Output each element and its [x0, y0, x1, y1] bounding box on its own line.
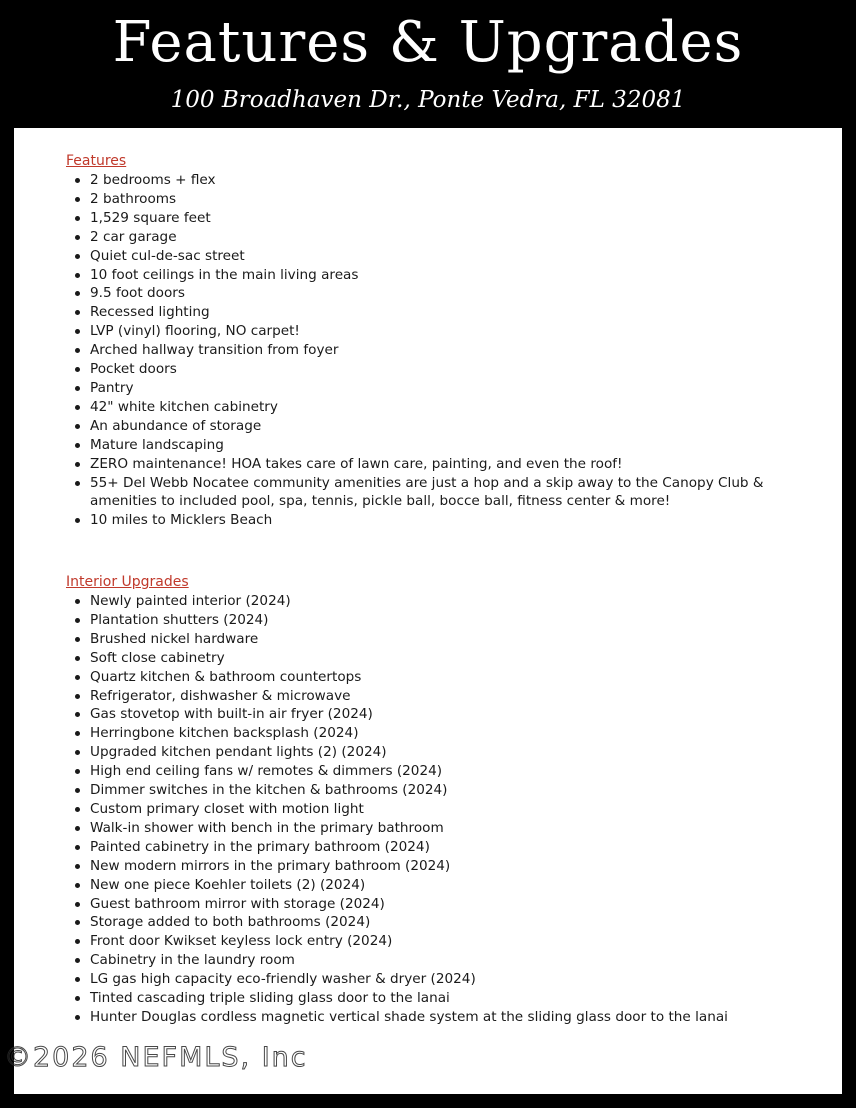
list-item: LVP (vinyl) flooring, NO carpet! [66, 322, 806, 341]
list-item: High end ceiling fans w/ remotes & dimmers (2024) [66, 762, 806, 781]
interior-upgrades-section [66, 573, 806, 1027]
list-item: Gas stovetop with built-in air fryer (2024) [66, 705, 806, 724]
list-item: New modern mirrors in the primary bathroom (2024) [66, 857, 806, 876]
list-item: 42" white kitchen cabinetry [66, 398, 806, 417]
features-list [66, 171, 806, 530]
list-item: Dimmer switches in the kitchen & bathrooms (2024) [66, 781, 806, 800]
list-item: 2 car garage [66, 228, 806, 247]
list-item: Front door Kwikset keyless lock entry (2024) [66, 932, 806, 951]
list-item: Quiet cul-de-sac street [66, 247, 806, 266]
list-item: Quartz kitchen & bathroom countertops [66, 668, 806, 687]
list-item: Walk-in shower with bench in the primary bathroom [66, 819, 806, 838]
list-item: Storage added to both bathrooms (2024) [66, 913, 806, 932]
page-title: Features & Upgrades [112, 10, 744, 75]
list-item: Mature landscaping [66, 436, 806, 455]
features-heading: Features [66, 153, 127, 169]
list-item: Newly painted interior (2024) [66, 592, 806, 611]
list-item: Guest bathroom mirror with storage (2024) [66, 895, 806, 914]
list-item: Arched hallway transition from foyer [66, 341, 806, 360]
list-item: 9.5 foot doors [66, 284, 806, 303]
list-item: Refrigerator, dishwasher & microwave [66, 687, 806, 706]
list-item: 2 bathrooms [66, 190, 806, 209]
interior-upgrades-heading: Interior Upgrades [66, 574, 189, 590]
list-item: Hunter Douglas cordless magnetic vertical shade system at the sliding glass door to the lanai [66, 1008, 806, 1027]
features-section [66, 152, 806, 530]
list-item: Custom primary closet with motion light [66, 800, 806, 819]
header-banner [0, 0, 856, 128]
list-item: Upgraded kitchen pendant lights (2) (2024) [66, 743, 806, 762]
list-item: Tinted cascading triple sliding glass door to the lanai [66, 989, 806, 1008]
list-item: 1,529 square feet [66, 209, 806, 228]
list-item: 10 miles to Micklers Beach [66, 511, 806, 530]
list-item: An abundance of storage [66, 417, 806, 436]
list-item: Pantry [66, 379, 806, 398]
list-item: Plantation shutters (2024) [66, 611, 806, 630]
list-item: Recessed lighting [66, 303, 806, 322]
list-item: 10 foot ceilings in the main living areas [66, 266, 806, 285]
list-item: 55+ Del Webb Nocatee community amenities are just a hop and a skip away to the Canopy Club & amenities to included pool, spa, tennis, pickle ball, bocce ball, fitness center & more! [66, 474, 806, 512]
list-item: Herringbone kitchen backsplash (2024) [66, 724, 806, 743]
content-panel [14, 128, 842, 1094]
list-item: Cabinetry in the laundry room [66, 951, 806, 970]
interior-upgrades-list [66, 592, 806, 1027]
list-item: New one piece Koehler toilets (2) (2024) [66, 876, 806, 895]
list-item: Painted cabinetry in the primary bathroom (2024) [66, 838, 806, 857]
list-item: ZERO maintenance! HOA takes care of lawn care, painting, and even the roof! [66, 455, 806, 474]
list-item: LG gas high capacity eco-friendly washer & dryer (2024) [66, 970, 806, 989]
list-item: Soft close cabinetry [66, 649, 806, 668]
list-item: Brushed nickel hardware [66, 630, 806, 649]
list-item: Pocket doors [66, 360, 806, 379]
list-item: 2 bedrooms + flex [66, 171, 806, 190]
property-address: 100 Broadhaven Dr., Ponte Vedra, FL 32081 [170, 87, 686, 113]
